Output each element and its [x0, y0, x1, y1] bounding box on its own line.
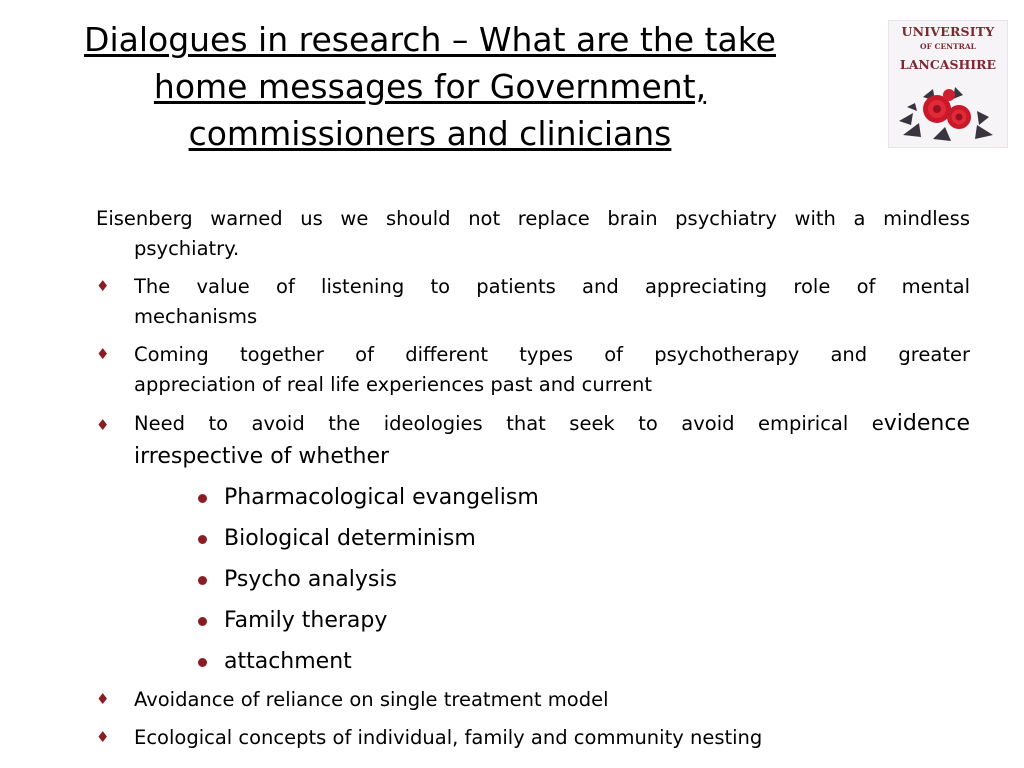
logo-text-university: UNIVERSITY	[901, 24, 995, 39]
slide-title	[60, 16, 800, 157]
bullet-2-line-1: Coming together of different types of psychotherapy and greater	[134, 343, 970, 366]
bullet-6-text: Ecological concepts of individual, family and community nesting	[134, 726, 763, 749]
sub-item-text: Pharmacological evangelism	[224, 485, 539, 510]
intro-paragraph	[96, 204, 970, 264]
bullet-dot-icon	[198, 535, 207, 544]
logo-text-of-central: OF CENTRAL	[920, 42, 976, 51]
sub-item-text: Family therapy	[224, 608, 388, 633]
diamond-bullet-icon: ♦	[96, 277, 110, 295]
slide-title-line-3: commissioners and clinicians	[188, 114, 672, 153]
bullet-1-line-1: The value of listening to patients and appreciating role of mental	[134, 275, 970, 298]
bullet-3-line-2: irrespective of whether	[134, 444, 390, 469]
slide-title-line-1: Dialogues in research – What are the take	[84, 20, 776, 59]
bullet-3-line-1: Need to avoid the ideologies that seek to avoid empirical evidence	[134, 411, 970, 436]
diamond-bullet-icon: ♦	[96, 345, 110, 363]
intro-text-continued: psychiatry.	[134, 237, 240, 260]
sub-item-text: Biological determinism	[224, 526, 476, 551]
bullet-5-text: Avoidance of reliance on single treatment model	[134, 688, 609, 711]
intro-text: Eisenberg warned us we should not replace brain psychiatry with a mindless	[96, 207, 970, 230]
bullet-dot-icon	[198, 576, 207, 585]
logo-text-lancashire: LANCASHIRE	[899, 57, 997, 72]
red-rose-emblem-icon	[893, 77, 1003, 143]
sub-item-text: attachment	[224, 649, 352, 674]
bullet-dot-icon	[198, 658, 207, 667]
bullet-2-line-2: appreciation of real life experiences past and current	[134, 373, 652, 396]
bullet-1-line-2: mechanisms	[134, 305, 258, 328]
bullet-dot-icon	[198, 617, 207, 626]
slide-title-line-2: home messages for Government,	[153, 67, 707, 106]
university-logo	[888, 20, 1008, 148]
bullet-dot-icon	[198, 494, 207, 503]
diamond-bullet-icon: ♦	[96, 690, 110, 708]
sub-item-text: Psycho analysis	[224, 567, 397, 592]
diamond-bullet-icon: ♦	[96, 416, 110, 434]
diamond-bullet-icon: ♦	[96, 728, 110, 746]
